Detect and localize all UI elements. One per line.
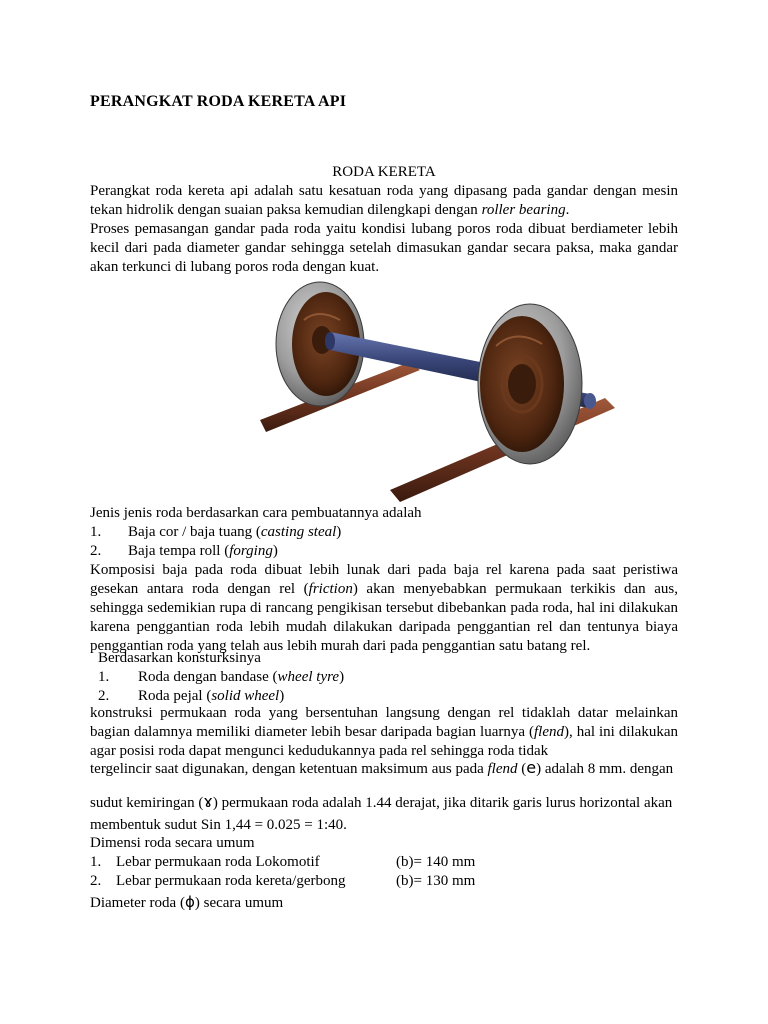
sin-line: membentuk sudut Sin 1,44 = 0.025 = 1:40.	[90, 817, 347, 833]
list-item: 1. Roda dengan bandase (wheel tyre)	[98, 669, 345, 685]
list-intro: Dimensi roda secara umum	[90, 835, 255, 851]
flend-wear-line: tergelincir saat digunakan, dengan ketentuan maksimum aus pada flend (e) adalah 8 mm. dengan	[90, 758, 674, 777]
wheelset-image	[260, 280, 620, 505]
wheel-types-list	[90, 504, 678, 561]
list-item: 2. Roda pejal (solid wheel)	[98, 688, 285, 704]
list-intro: Berdasarkan konsturksinya	[98, 650, 261, 666]
paragraph-intro: Perangkat roda kereta api adalah satu kesatuan roda yang dipasang pada gandar dengan mesin tekan hidrolik dengan suaian paksa kemudian dilengkapi dengan roller bearing.	[90, 183, 678, 218]
phi-symbol: ϕ	[184, 893, 195, 911]
angle-line: sudut kemiringan (ɤ) permukaan roda adalah 1.44 derajat, jika ditarik garis lurus horizontal akan	[90, 792, 673, 811]
list-item: 1. Baja cor / baja tuang (casting steal)	[90, 524, 342, 540]
paragraph-construction: konstruksi permukaan roda yang bersentuhan langsung dengan rel tidaklah datar melainkan bagian dalamnya memiliki diameter lebih besar daripada bagian luarnya (flend), hal ini dilakukan agar posisi roda dapat mengunci kedudukannya pada rel sehingga roda tidak	[90, 705, 678, 759]
diameter-line: Diameter roda (ϕ) secara umum	[90, 893, 284, 911]
section-heading: RODA KERETA	[332, 164, 436, 180]
list-item: 2. Baja tempa roll (forging)	[90, 543, 278, 559]
paragraph-process: Proses pemasangan gandar pada roda yaitu kondisi lubang poros roda dibuat berdiameter lebih kecil dari pada diameter gandar sehingga setelah dimasukan gandar secara paksa, maka gandar akan terkunci di lubang poros roda dengan kuat.	[90, 221, 678, 275]
document-title: PERANGKAT RODA KERETA API	[90, 93, 347, 110]
gamma-symbol: ɤ	[203, 792, 213, 811]
list-item: 2. Lebar permukaan roda kereta/gerbong (b)= 130 mm	[90, 873, 476, 889]
construction-list	[90, 649, 678, 687]
wheelset-illustration	[260, 280, 620, 505]
list-intro: Jenis jenis roda berdasarkan cara pembuatannya adalah	[90, 505, 422, 521]
dimensions-list	[90, 834, 678, 891]
list-item: 1. Lebar permukaan roda Lokomotif (b)= 140 mm	[90, 854, 476, 870]
wheel-right	[478, 304, 582, 464]
wear-symbol: e	[526, 758, 537, 777]
paragraph-composition: Komposisi baja pada roda dibuat lebih lunak dari pada baja rel karena pada saat peristiwa gesekan antara roda dengan rel (friction) akan menyebabkan permukaan terkikis dan aus, sehingga sedemikian rupa di rancang pengikisan tersebut dibebankan pada roda, hal ini dilakukan karena penggantian roda lebih mudah dilakukan daripada penggantian rel dan tentunya biaya penggantian roda yang telah aus lebih murah dari pada penggantian satu batang rel.	[90, 562, 679, 654]
